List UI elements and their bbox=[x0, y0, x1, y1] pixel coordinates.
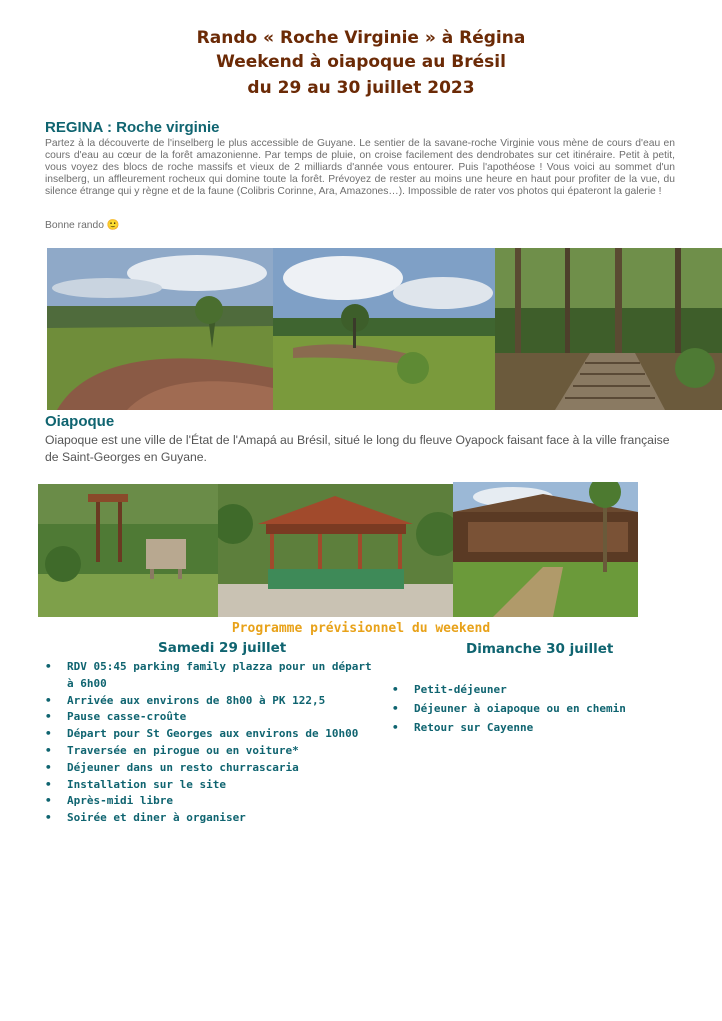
programme-title: Programme prévisionnel du weekend bbox=[231, 621, 491, 636]
list-item: • Installation sur le site bbox=[45, 777, 375, 794]
list-item: • Pause casse-croûte bbox=[45, 709, 375, 726]
list-item: • Traversée en pirogue ou en voiture* bbox=[45, 743, 375, 760]
day1-heading: Samedi 29 juillet bbox=[158, 640, 287, 656]
list-item: • Déjeuner à oiapoque ou en chemin bbox=[392, 699, 692, 718]
list-item: • Arrivée aux environs de 8h00 à PK 122,5 bbox=[45, 693, 375, 710]
photo-savane-roche bbox=[273, 248, 495, 410]
regina-paragraph: Partez à la découverte de l'inselberg le plus accessible de Guyane. Le sentier de la savane-roche Virginie vous mène de cours d'eau en cours d'eau au cœur de la forêt amazonienne. Par temps de pluie, on croise facilement des dendrobates sur cet itinéraire. Petit à petit, vous voyez des blocs de roche massifs et vieux de 2 milliards d'année vous entourer. Puis l'apothéose ! Vous voici au sommet d'un inselberg, un affleurement rocheux qui domine toute la forêt. Prévoyez de rester au moins une heure en haut pour profiter de la vue, du silence étrange qui y règne et de la faune (Colibris Corinne, Ara, Amazones…). Impossible de rater vos photos qui épateront la galerie ! bbox=[45, 138, 675, 197]
photo-forest-boardwalk bbox=[495, 248, 722, 410]
day2-heading: Dimanche 30 juillet bbox=[466, 641, 614, 657]
list-item: • Soirée et diner à organiser bbox=[45, 810, 375, 827]
day2-list bbox=[392, 680, 692, 737]
list-item: • Après-midi libre bbox=[45, 793, 375, 810]
page-title-line3: du 29 au 30 juillet 2023 bbox=[247, 78, 475, 98]
list-item: • Retour sur Cayenne bbox=[392, 718, 692, 737]
regina-closing: Bonne rando 🙂 bbox=[45, 220, 120, 231]
list-item: • Déjeuner dans un resto churrascaria bbox=[45, 760, 375, 777]
photo-gazebo bbox=[218, 484, 453, 617]
oiapoque-heading: Oiapoque bbox=[45, 413, 115, 430]
regina-heading: REGINA : Roche virginie bbox=[45, 119, 220, 136]
list-item: • Petit-déjeuner bbox=[392, 680, 692, 699]
list-item: • Départ pour St Georges aux environs de 10h00 bbox=[45, 726, 375, 743]
page-title-line2: Weekend à oiapoque au Brésil bbox=[216, 52, 506, 72]
list-item: • RDV 05:45 parking family plazza pour un départ à 6h00 bbox=[45, 659, 375, 693]
page-title-line1: Rando « Roche Virginie » à Régina bbox=[196, 28, 526, 48]
photo-inselberg-rocks bbox=[47, 248, 273, 410]
photo-wooden-lodge bbox=[453, 482, 638, 617]
oiapoque-paragraph: Oiapoque est une ville de l'État de l'Amapá au Brésil, situé le long du fleuve Oyapock faisant face à la ville française de Saint-Georges en Guyane. bbox=[45, 433, 670, 464]
photo-garden-bench bbox=[38, 484, 218, 617]
day1-list bbox=[45, 659, 375, 827]
